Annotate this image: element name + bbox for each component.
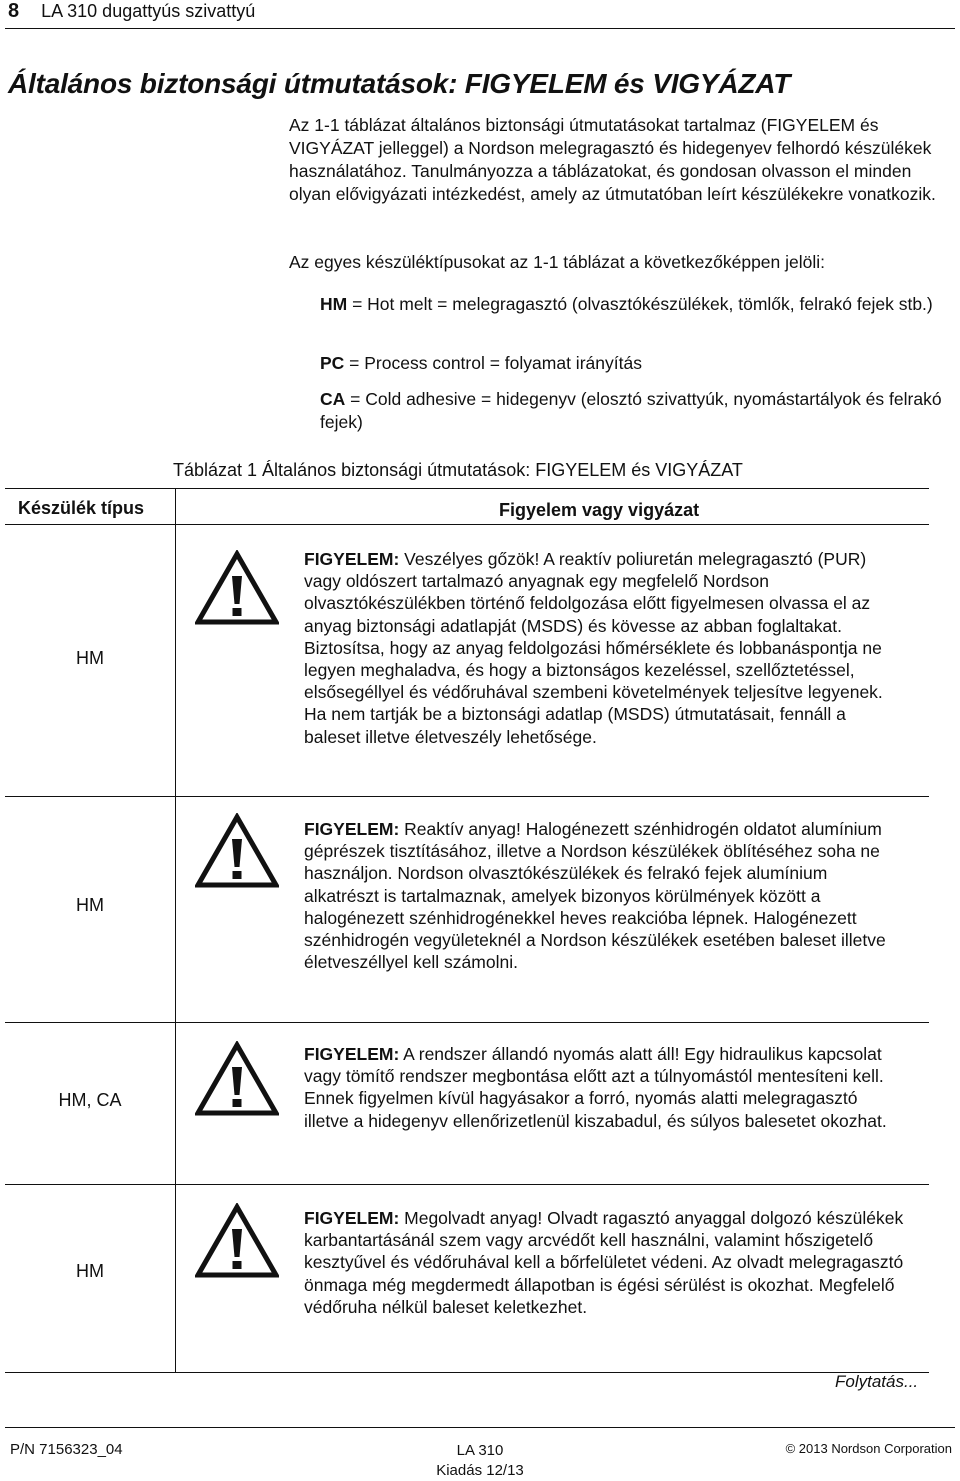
- intro-paragraph-1: Az 1-1 táblázat általános biztonsági útmutatásokat tartalmaz (FIGYELEM és VIGYÁZAT jelleggel) a Nordson melegragasztó és hidegenyev felhordó készülékek használatához. Tanulmányozza a táblázatokat, és gondosan olvasson el minden olyan elővigyázati intézkedést, amely az útmutatóban leírt készülékekre vonatkozik.: [289, 115, 936, 204]
- page-header: [8, 0, 255, 26]
- row-divider: [5, 1184, 929, 1185]
- document-title: LA 310 dugattyús szivattyú: [41, 1, 256, 21]
- copyright: © 2013 Nordson Corporation: [785, 1441, 952, 1456]
- header-bottom-rule: [175, 524, 929, 525]
- row-device-type: HM: [76, 895, 104, 915]
- definition-text: = Process control = folyamat irányítás: [344, 353, 642, 373]
- footer-center: [380, 1441, 580, 1481]
- section-title: Általános biztonsági útmutatások: FIGYELEM és VIGYÁZAT: [8, 68, 791, 99]
- row-divider: [5, 1022, 929, 1023]
- header-bottom-rule: [5, 524, 175, 525]
- column-header-warning: Figyelem vagy vigyázat: [499, 500, 700, 520]
- product-name: LA 310: [456, 1442, 504, 1459]
- warning-text: FIGYELEM: Reaktív anyag! Halogénezett szénhidrogén oldatot alumínium géprészek tisztításához, illetve a Nordson készülékek öblítéséhez soha ne használjon. Nordson olvasztókészülékek és felrakó fejek alumínium alkatrészt is tartalmaznak, amelyek bizonyos körülmények között a halogénezett szénhidrogénekkel heves reakcióba lépnek. Halogénezett szénhidrogén vegyületeknél a Nordson készülékek esetében baleset illetve életveszéllyel kell számolni.: [304, 819, 886, 973]
- definition-abbr: CA: [320, 389, 346, 409]
- warning-text: FIGYELEM: Megolvadt anyag! Olvadt ragasztó anyaggal dolgozó készülékek karbantartásánál szem vagy arcvédőt kell használni, valamint hőszigetelő kesztyűvel és védőruhával kell a bőrfelületet védeni. Az olvadt melegragasztó önmaga még megdermedt állapotban is égési sérülést is okozhat. Megfelelő védőruha nélkül baleset keletkezhet.: [304, 1208, 904, 1317]
- table-bottom-rule: [5, 1372, 929, 1373]
- definition-abbr: PC: [320, 353, 345, 373]
- table-top-rule: [5, 488, 929, 489]
- row-divider: [5, 796, 929, 797]
- warning-triangle-icon: [195, 1041, 279, 1117]
- row-device-type: HM: [76, 1261, 104, 1281]
- definition-abbr: HM: [320, 294, 348, 314]
- header-divider: [5, 28, 955, 29]
- definition-pc: [320, 352, 960, 375]
- definition-ca: [320, 388, 960, 434]
- continued-label: Folytatás...: [835, 1372, 919, 1391]
- column-divider: [175, 488, 176, 1373]
- warning-text: FIGYELEM: Veszélyes gőzök! A reaktív poliuretán melegragasztó (PUR) vagy oldószert tartalmazó anyagnak egy megfelelő Nordson olvasztókészülékben történő feldolgozása előtt figyelmesen olvassa el az anyag biztonsági adatlapját (MSDS) és kövesse az abban foglaltakat. Biztosítsa, hogy az anyag feldolgozási hőmérséklete és lobbanáspontja ne legyen meghaladva, és hogy a biztonságos kezeléssel, szellőztetéssel, elsősegéllyel és védőruhával szembeni követelmények teljesítve legyenek. Ha nem tartják be a biztonsági adatlap (MSDS) útmutatásait, fennáll a baleset illetve életveszély lehetősége.: [304, 549, 883, 747]
- edition: Kiadás 12/13: [436, 1462, 524, 1479]
- definition-text: = Hot melt = melegragasztó (olvasztókészülékek, tömlők, felrakó fejek stb.): [347, 294, 933, 314]
- page-number: 8: [8, 0, 20, 22]
- warning-triangle-icon: [195, 1203, 279, 1279]
- definition-hm: [320, 293, 960, 316]
- row-device-type: HM: [76, 648, 104, 668]
- table-caption: Táblázat 1 Általános biztonsági útmutatások: FIGYELEM és VIGYÁZAT: [173, 460, 743, 480]
- footer-divider: [5, 1427, 955, 1428]
- row-device-type: HM, CA: [58, 1090, 122, 1110]
- warning-triangle-icon: [195, 813, 279, 889]
- intro-paragraph-2: Az egyes készüléktípusokat az 1-1 táblázat a következőképpen jelöli:: [289, 252, 826, 272]
- part-number: P/N 7156323_04: [10, 1441, 123, 1458]
- definition-text: = Cold adhesive = hidegenyv (elosztó szivattyúk, nyomástartályok és felrakó fejek): [320, 389, 942, 432]
- warning-triangle-icon: [195, 550, 279, 626]
- column-header-device-type: Készülék típus: [18, 498, 145, 518]
- warning-text: FIGYELEM: A rendszer állandó nyomás alatt áll! Egy hidraulikus kapcsolat vagy tömítő rendszer megbontása előtt azt a túlnyomástól mentesíteni kell. Ennek figyelmen kívül hagyásakor a forró, nyomás alatti melegragasztó illetve a hidegenyv ellenőrizetlenül kiszabadul, és súlyos balesetet okozhat.: [304, 1044, 887, 1131]
